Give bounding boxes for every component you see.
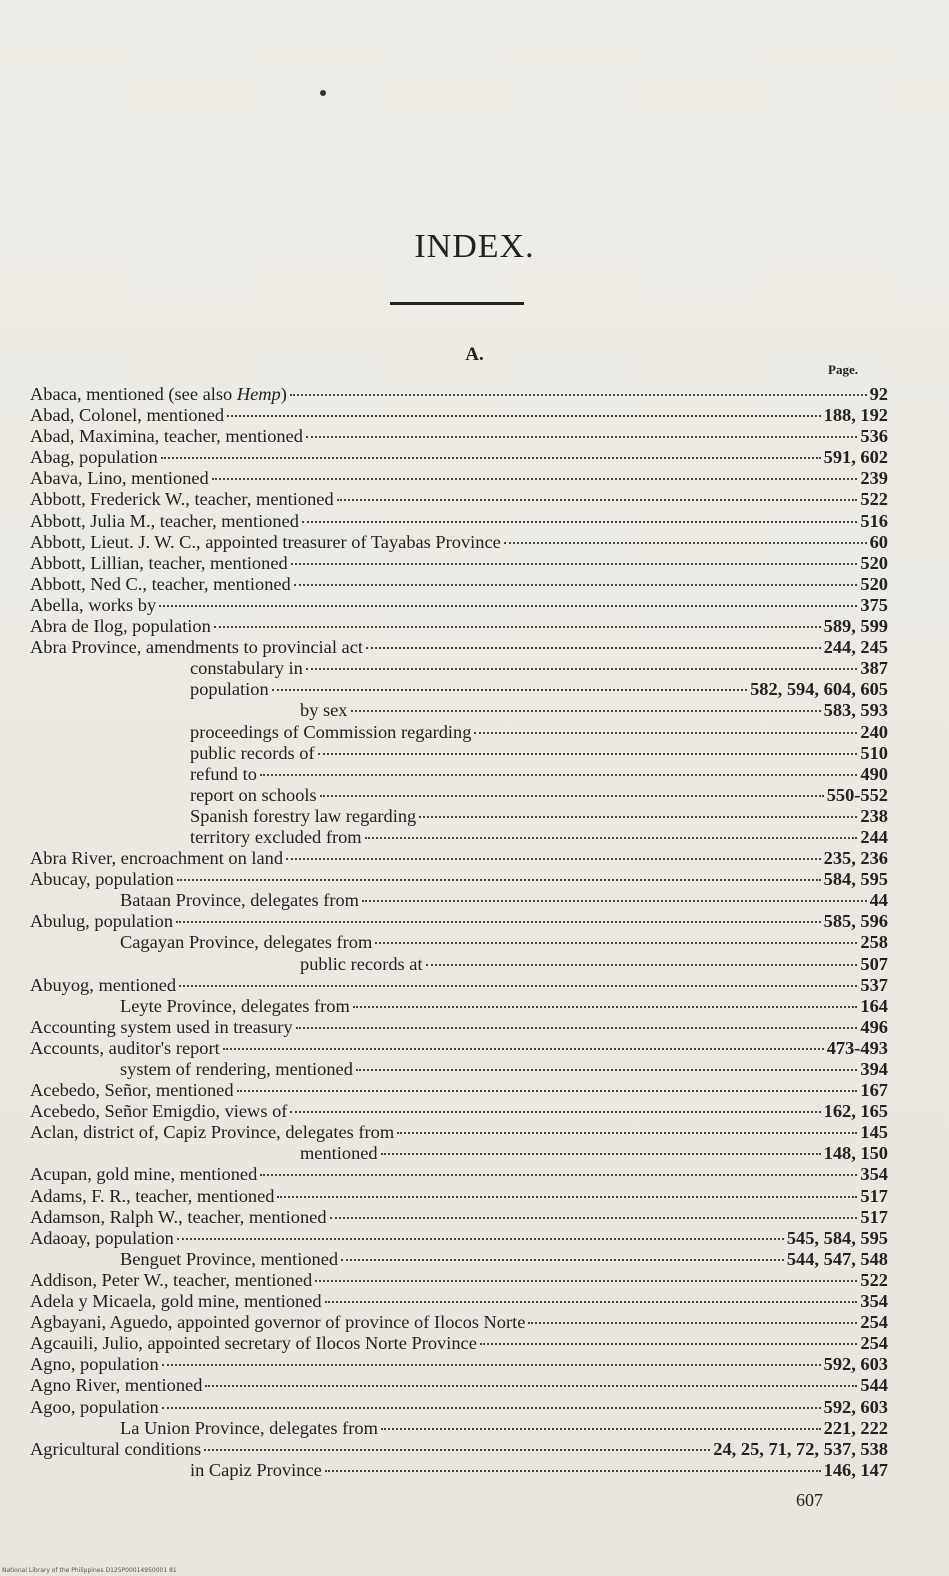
index-page-ref: 585, 596: [823, 911, 888, 932]
index-entry: [30, 1207, 888, 1228]
index-term: report on schools: [190, 784, 317, 805]
index-entry: [30, 1270, 888, 1291]
dot-leader: [302, 521, 857, 523]
index-term: Abbott, Lieut. J. W. C., appointed treasurer of Tayabas Province: [30, 531, 501, 552]
index-entry: [30, 954, 888, 975]
index-entry: [30, 806, 888, 827]
index-entry: [30, 511, 888, 532]
dot-leader: [318, 753, 858, 755]
index-list: [30, 384, 888, 1481]
index-entry: [30, 1291, 888, 1312]
index-page-ref: 24, 25, 71, 72, 537, 538: [713, 1438, 888, 1459]
index-page-ref: 522: [860, 1269, 888, 1290]
index-entry: [30, 848, 888, 869]
index-entry: [30, 1418, 888, 1439]
dot-leader: [212, 478, 858, 480]
index-page-ref: 239: [860, 468, 888, 489]
dot-leader: [296, 1027, 858, 1029]
index-entry: [30, 827, 888, 848]
index-entry: [30, 1228, 888, 1249]
index-term: population: [190, 679, 269, 700]
index-term: Abava, Lino, mentioned: [30, 468, 209, 489]
index-entry: [30, 890, 888, 911]
dot-leader: [214, 626, 821, 628]
dot-leader: [375, 942, 857, 944]
index-entry: [30, 426, 888, 447]
dot-leader: [237, 1090, 858, 1092]
dot-leader: [337, 499, 858, 501]
index-term: territory excluded from: [190, 826, 362, 847]
index-term: Abucay, population: [30, 869, 174, 890]
index-page-ref: 591, 602: [823, 447, 888, 468]
index-page-ref: 520: [860, 552, 888, 573]
index-page-ref: 592, 603: [823, 1396, 888, 1417]
index-page-ref: 354: [860, 1291, 888, 1312]
index-entry: [30, 996, 888, 1017]
index-entry: [30, 595, 888, 616]
index-term: proceedings of Commission regarding: [190, 721, 472, 742]
dot-leader: [341, 1259, 784, 1261]
index-entry: [30, 1186, 888, 1207]
index-entry: [30, 468, 888, 489]
dot-leader: [290, 1111, 820, 1113]
dot-leader: [290, 394, 867, 396]
dot-leader: [330, 1217, 858, 1219]
index-term: Benguet Province, mentioned: [120, 1248, 339, 1269]
index-page-ref: 537: [860, 974, 888, 995]
index-page-ref: 522: [860, 489, 888, 510]
index-term: Bataan Province, delegates from: [120, 890, 359, 911]
dot-leader: [419, 816, 857, 818]
index-term: Adams, F. R., teacher, mentioned: [30, 1185, 275, 1206]
index-term: Adela y Micaela, gold mine, mentioned: [30, 1291, 322, 1312]
index-term: public records at: [300, 953, 423, 974]
index-page-ref: 244: [860, 826, 888, 847]
index-page-ref: 146, 147: [823, 1459, 888, 1480]
index-page-ref: 221, 222: [823, 1417, 888, 1438]
index-term: in Capiz Province: [190, 1459, 322, 1480]
index-entry: [30, 574, 888, 595]
dot-leader: [306, 436, 857, 438]
index-term: Abra Province, amendments to provincial act: [30, 637, 363, 658]
dot-leader: [205, 1385, 857, 1387]
index-entry: [30, 1375, 888, 1396]
index-term: Adaoay, population: [30, 1227, 174, 1248]
index-page-ref: 354: [860, 1164, 888, 1185]
index-term: Abad, Colonel, mentioned: [30, 405, 225, 426]
index-entry: [30, 1460, 888, 1481]
dot-leader: [162, 1364, 821, 1366]
page-title: INDEX.: [414, 228, 535, 265]
index-entry: [30, 932, 888, 953]
index-entry: [30, 1143, 888, 1164]
index-page-ref: 145: [860, 1122, 888, 1143]
index-term: Leyte Province, delegates from: [120, 995, 350, 1016]
index-term: Accounts, auditor's report: [30, 1037, 220, 1058]
dot-leader: [177, 1238, 784, 1240]
dot-leader: [325, 1470, 821, 1472]
index-page-ref: 507: [860, 953, 888, 974]
index-entry: [30, 616, 888, 637]
index-page-ref: 258: [860, 932, 888, 953]
index-page-ref: 550-552: [826, 784, 888, 805]
index-page-ref: 244, 245: [823, 637, 888, 658]
index-entry: [30, 447, 888, 468]
index-term: Abuyog, mentioned: [30, 974, 177, 995]
index-entry: [30, 764, 888, 785]
dot-leader: [162, 1407, 821, 1409]
index-page-ref: 584, 595: [823, 869, 888, 890]
index-entry: [30, 1122, 888, 1143]
index-term: Cagayan Province, delegates from: [120, 932, 373, 953]
index-entry: [30, 700, 888, 721]
index-entry: [30, 1312, 888, 1333]
dot-leader: [179, 985, 857, 987]
dot-leader: [381, 1153, 821, 1155]
scan-footer: National Library of the Philippines D125P00014950001 81: [2, 1567, 177, 1574]
index-page-ref: 167: [860, 1080, 888, 1101]
index-term: Accounting system used in treasury: [30, 1016, 293, 1037]
index-entry: [30, 1333, 888, 1354]
index-term: Agbayani, Aguedo, appointed governor of province of Ilocos Norte: [30, 1312, 526, 1333]
ink-speck: [320, 90, 326, 96]
dot-leader: [286, 858, 821, 860]
section-letter: A.: [465, 344, 484, 365]
index-term: Abbott, Frederick W., teacher, mentioned: [30, 489, 334, 510]
index-entry: [30, 1397, 888, 1418]
index-page-ref: 582, 594, 604, 605: [750, 679, 888, 700]
index-page-ref: 238: [860, 805, 888, 826]
index-term: Abaca, mentioned (see also Hemp): [30, 384, 287, 404]
index-entry: [30, 1354, 888, 1375]
index-term: Abella, works by: [30, 594, 157, 615]
index-page-ref: 520: [860, 573, 888, 594]
index-page-ref: 235, 236: [823, 848, 888, 869]
index-term: Agcauili, Julio, appointed secretary of Ilocos Norte Province: [30, 1333, 477, 1354]
index-page-ref: 510: [860, 742, 888, 763]
index-term: Abbott, Lillian, teacher, mentioned: [30, 552, 288, 573]
index-page-ref: 544, 547, 548: [786, 1248, 888, 1269]
index-page-ref: 516: [860, 510, 888, 531]
index-term: Agno, population: [30, 1354, 159, 1375]
dot-leader: [277, 1196, 857, 1198]
index-page-ref: 490: [860, 763, 888, 784]
dot-leader: [315, 1280, 857, 1282]
index-term: by sex: [300, 700, 348, 721]
index-page-ref: 387: [860, 658, 888, 679]
index-entry: [30, 1164, 888, 1185]
index-entry: [30, 489, 888, 510]
index-page-ref: 496: [860, 1016, 888, 1037]
dot-leader: [177, 879, 821, 881]
index-term: Abad, Maximina, teacher, mentioned: [30, 426, 303, 447]
index-page-ref: 44: [869, 890, 888, 911]
index-entry: [30, 532, 888, 553]
index-term: Agoo, population: [30, 1396, 159, 1417]
index-page-ref: 254: [860, 1312, 888, 1333]
index-entry: [30, 384, 888, 405]
index-page-ref: 583, 593: [823, 700, 888, 721]
dot-leader: [356, 1069, 858, 1071]
index-term: system of rendering, mentioned: [120, 1059, 353, 1079]
dot-leader: [223, 1048, 824, 1050]
dot-leader: [260, 1174, 857, 1176]
index-term: Acebedo, Señor Emigdio, views of: [30, 1101, 288, 1122]
dot-leader: [365, 837, 858, 839]
index-term: Abbott, Julia M., teacher, mentioned: [30, 510, 299, 531]
index-entry: [30, 1038, 888, 1059]
index-term: Acupan, gold mine, mentioned: [30, 1164, 258, 1185]
index-entry: [30, 405, 888, 426]
index-page-ref: 592, 603: [823, 1354, 888, 1375]
index-term: Abra River, encroachment on land: [30, 848, 284, 869]
dot-leader: [161, 457, 821, 459]
index-page-ref: 92: [869, 384, 888, 404]
index-entry: [30, 1059, 888, 1080]
dot-leader: [381, 1428, 821, 1430]
dot-leader: [159, 605, 857, 607]
dot-leader: [325, 1301, 858, 1303]
index-page-ref: 473-493: [826, 1037, 888, 1058]
dot-leader: [397, 1132, 857, 1134]
index-page-ref: 60: [869, 531, 888, 552]
dot-leader: [480, 1343, 858, 1345]
index-term: Spanish forestry law regarding: [190, 805, 417, 826]
index-term: mentioned: [300, 1143, 378, 1164]
dot-leader: [528, 1322, 857, 1324]
dot-leader: [362, 900, 867, 902]
index-term: Abbott, Ned C., teacher, mentioned: [30, 573, 291, 594]
dot-leader: [366, 647, 821, 649]
index-page-ref: 148, 150: [823, 1143, 888, 1164]
index-entry: [30, 722, 888, 743]
dot-leader: [351, 710, 821, 712]
index-term: Addison, Peter W., teacher, mentioned: [30, 1269, 313, 1290]
index-page-ref: 517: [860, 1185, 888, 1206]
index-entry: [30, 975, 888, 996]
dot-leader: [294, 584, 858, 586]
page-column-header: Page.: [828, 362, 858, 377]
index-term: Agno River, mentioned: [30, 1375, 203, 1396]
page-number: 607: [796, 1490, 823, 1510]
index-entry: [30, 785, 888, 806]
index-entry: [30, 911, 888, 932]
index-term: refund to: [190, 763, 257, 784]
index-entry: [30, 743, 888, 764]
index-page-ref: 375: [860, 594, 888, 615]
index-page-ref: 254: [860, 1333, 888, 1354]
dot-leader: [227, 415, 821, 417]
index-entry: [30, 1249, 888, 1270]
index-entry: [30, 1080, 888, 1101]
dot-leader: [272, 689, 747, 691]
index-term: constabulary in: [190, 658, 303, 679]
index-entry: [30, 1439, 888, 1460]
title-rule: [390, 302, 524, 305]
index-page-ref: 536: [860, 426, 888, 447]
index-entry: [30, 637, 888, 658]
index-page-ref: 545, 584, 595: [786, 1227, 888, 1248]
index-page-ref: 589, 599: [823, 616, 888, 637]
index-page-ref: 162, 165: [823, 1101, 888, 1122]
index-term: Abag, population: [30, 447, 158, 468]
dot-leader: [426, 964, 858, 966]
index-page-ref: 517: [860, 1206, 888, 1227]
index-entry: [30, 1017, 888, 1038]
index-entry: [30, 1101, 888, 1122]
index-term: Adamson, Ralph W., teacher, mentioned: [30, 1206, 327, 1227]
dot-leader: [260, 774, 858, 776]
index-entry: [30, 869, 888, 890]
dot-leader: [176, 921, 821, 923]
dot-leader: [353, 1006, 858, 1008]
index-term: Abra de Ilog, population: [30, 616, 211, 637]
dot-leader: [504, 542, 867, 544]
index-term: public records of: [190, 742, 315, 763]
dot-leader: [204, 1449, 710, 1451]
index-term: Abulug, population: [30, 911, 174, 932]
index-page-ref: 544: [860, 1375, 888, 1396]
index-page-ref: 164: [860, 995, 888, 1016]
dot-leader: [320, 795, 824, 797]
dot-leader: [291, 563, 858, 565]
index-entry: [30, 658, 888, 679]
index-page-ref: 188, 192: [823, 405, 888, 426]
dot-leader: [474, 732, 857, 734]
index-term: Aclan, district of, Capiz Province, delegates from: [30, 1122, 395, 1143]
index-entry: [30, 679, 888, 700]
index-term: Agricultural conditions: [30, 1438, 202, 1459]
index-page-ref: 394: [860, 1059, 888, 1079]
index-entry: [30, 553, 888, 574]
dot-leader: [306, 668, 858, 670]
index-term: Acebedo, Señor, mentioned: [30, 1080, 234, 1101]
index-page-ref: 240: [860, 721, 888, 742]
index-term: La Union Province, delegates from: [120, 1417, 378, 1438]
